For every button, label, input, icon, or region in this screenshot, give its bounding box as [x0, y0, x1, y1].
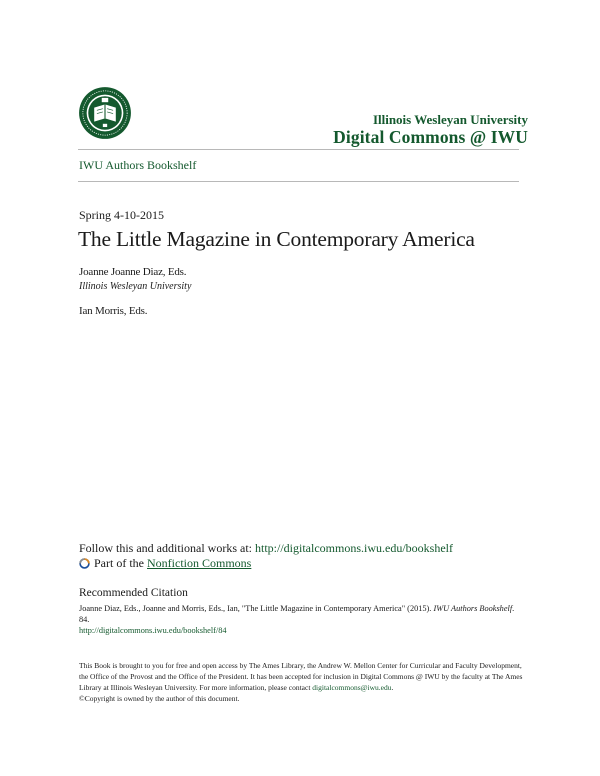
- document-title: The Little Magazine in Contemporary America: [78, 227, 475, 251]
- citation-text: Joanne Diaz, Eds., Joanne and Morris, Eds., Ian, "The Little Magazine in Contemporary America" (2015).: [79, 604, 432, 613]
- footer-notice: [79, 660, 524, 704]
- series-divider: [78, 181, 519, 182]
- series-link[interactable]: IWU Authors Bookshelf: [79, 158, 197, 172]
- citation-url[interactable]: http://digitalcommons.iwu.edu/bookshelf/84: [79, 626, 227, 635]
- header-divider: [78, 149, 519, 150]
- contact-email-link[interactable]: digitalcommons@iwu.edu: [312, 683, 392, 692]
- footer-text: This Book is brought to you for free and open access by The Ames Library, the Andrew W. Mellon Center for Curricular and Faculty Development, the Office of the Provost and the Office of the President. It has been accepted for inclusion in Digital Commons @ IWU by the faculty at The Ames Library at Illinois Wesleyan University. For more information, please contact: [79, 661, 523, 692]
- part-of-line: [79, 556, 251, 571]
- part-of-text: Part of the: [94, 556, 144, 570]
- author-name: Ian Morris, Eds.: [79, 305, 148, 317]
- citation-heading: Recommended Citation: [79, 587, 188, 599]
- author-name: Joanne Joanne Diaz, Eds.: [79, 266, 187, 278]
- follow-text: Follow this and additional works at:: [79, 541, 255, 555]
- repository-name: Digital Commons @ IWU: [333, 127, 528, 147]
- bepress-network-icon: [79, 558, 90, 569]
- nonfiction-commons-link[interactable]: Nonfiction Commons: [147, 556, 252, 570]
- footer-after-email: .: [391, 683, 394, 692]
- copyright-notice: ©Copyright is owned by the author of this document.: [79, 694, 240, 703]
- repository-brand[interactable]: [333, 112, 528, 147]
- university-seal-icon: [78, 86, 132, 140]
- university-name: Illinois Wesleyan University: [372, 112, 528, 127]
- publication-date: Spring 4-10-2015: [79, 208, 164, 222]
- follow-line: [79, 541, 453, 556]
- citation-journal: IWU Authors Bookshelf: [433, 604, 513, 613]
- citation-body: [79, 603, 524, 636]
- author-affiliation: Illinois Wesleyan University: [79, 281, 192, 292]
- bookshelf-link[interactable]: http://digitalcommons.iwu.edu/bookshelf: [255, 541, 453, 555]
- citation-number: . 84.: [79, 604, 515, 624]
